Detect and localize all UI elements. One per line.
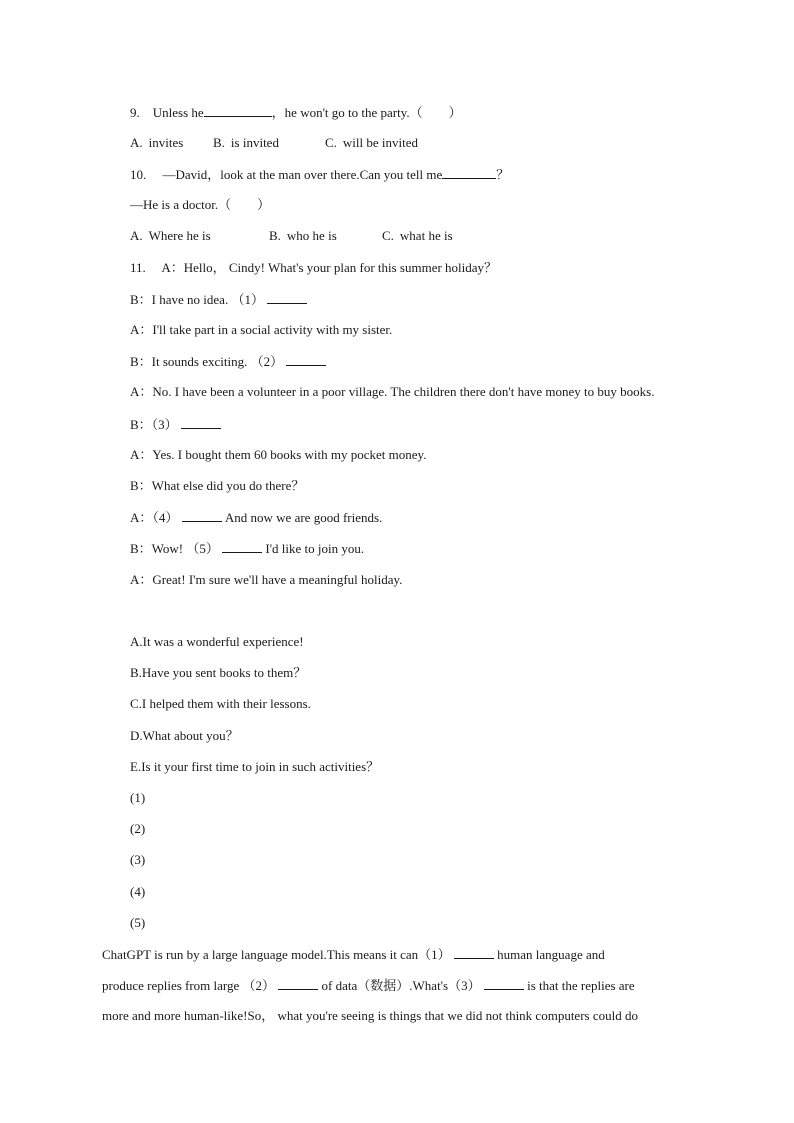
passage-line: more and more human-like!So， what you're seeing is things that we did not think computers could do: [102, 1008, 638, 1023]
option-a[interactable]: A. invites: [130, 135, 184, 150]
passage-line: produce replies from large （2） of data（数据）.What's（3） is that the replies are: [102, 978, 635, 993]
dialogue-line: A：Yes. I bought them 60 books with my pocket money.: [130, 447, 427, 462]
question-text: ，he won't go to the party.（ ）: [271, 105, 462, 120]
question-11: [130, 260, 497, 276]
answer-blank[interactable]: [442, 166, 496, 179]
answer-blank[interactable]: [222, 540, 262, 553]
question-number: 9.: [130, 105, 140, 120]
dialogue-line: A：No. I have been a volunteer in a poor village. The children there don't have money to buy books.: [130, 384, 655, 399]
question-text: ？: [496, 167, 510, 182]
dialogue-line: A：（4） And now we are good friends.: [130, 510, 383, 525]
question-text: —David，look at the man over there.Can you tell me: [162, 167, 443, 182]
answer-blank[interactable]: [278, 977, 318, 990]
choice-a: A.It was a wonderful experience!: [130, 634, 304, 649]
answer-slot-2[interactable]: (2): [130, 821, 146, 836]
answer-blank[interactable]: [286, 353, 326, 366]
question-9-options: [130, 135, 418, 151]
answer-slot-4[interactable]: (4): [130, 884, 146, 899]
dialogue-line: A：Hello， Cindy! What's your plan for this summer holiday？: [161, 260, 498, 275]
dialogue-line: B：I have no idea. （1）: [130, 291, 307, 308]
dialogue-line: A：I'll take part in a social activity with my sister.: [130, 322, 393, 337]
question-10: [130, 166, 509, 183]
answer-slot-3[interactable]: (3): [130, 852, 146, 867]
answer-blank[interactable]: [267, 291, 307, 304]
dialogue-line: B：It sounds exciting. （2）: [130, 353, 326, 370]
answer-blank[interactable]: [181, 416, 221, 429]
question-10-reply: —He is a doctor.（ ）: [130, 197, 271, 212]
option-c[interactable]: C. will be invited: [325, 135, 419, 150]
answer-blank[interactable]: [182, 509, 222, 522]
question-number: 10.: [130, 167, 147, 182]
answer-slot-5[interactable]: (5): [130, 915, 146, 930]
dialogue-line: B：Wow! （5） I'd like to join you.: [130, 541, 365, 556]
option-a[interactable]: A. Where he is: [130, 228, 211, 243]
choice-c: C.I helped them with their lessons.: [130, 696, 311, 711]
dialogue-line: B：（3）: [130, 416, 221, 433]
question-9: [130, 104, 462, 121]
option-c[interactable]: C. what he is: [382, 228, 453, 243]
dialogue-line: B：What else did you do there？: [130, 478, 305, 493]
choice-b: B.Have you sent books to them？: [130, 665, 307, 680]
choice-d: D.What about you？: [130, 728, 239, 743]
answer-blank[interactable]: [204, 104, 272, 117]
answer-blank[interactable]: [484, 977, 524, 990]
choice-e: E.Is it your first time to join in such activities？: [130, 759, 380, 774]
passage-line: ChatGPT is run by a large language model.This means it can（1） human language and: [102, 947, 605, 962]
question-text: Unless he: [152, 105, 204, 120]
question-number: 11.: [130, 260, 146, 275]
option-b[interactable]: B. who he is: [269, 228, 337, 243]
question-10-options: [130, 228, 453, 244]
answer-blank[interactable]: [454, 946, 494, 959]
option-b[interactable]: B. is invited: [213, 135, 279, 150]
dialogue-line: A：Great! I'm sure we'll have a meaningful holiday.: [130, 572, 403, 587]
answer-slot-1[interactable]: (1): [130, 790, 146, 805]
